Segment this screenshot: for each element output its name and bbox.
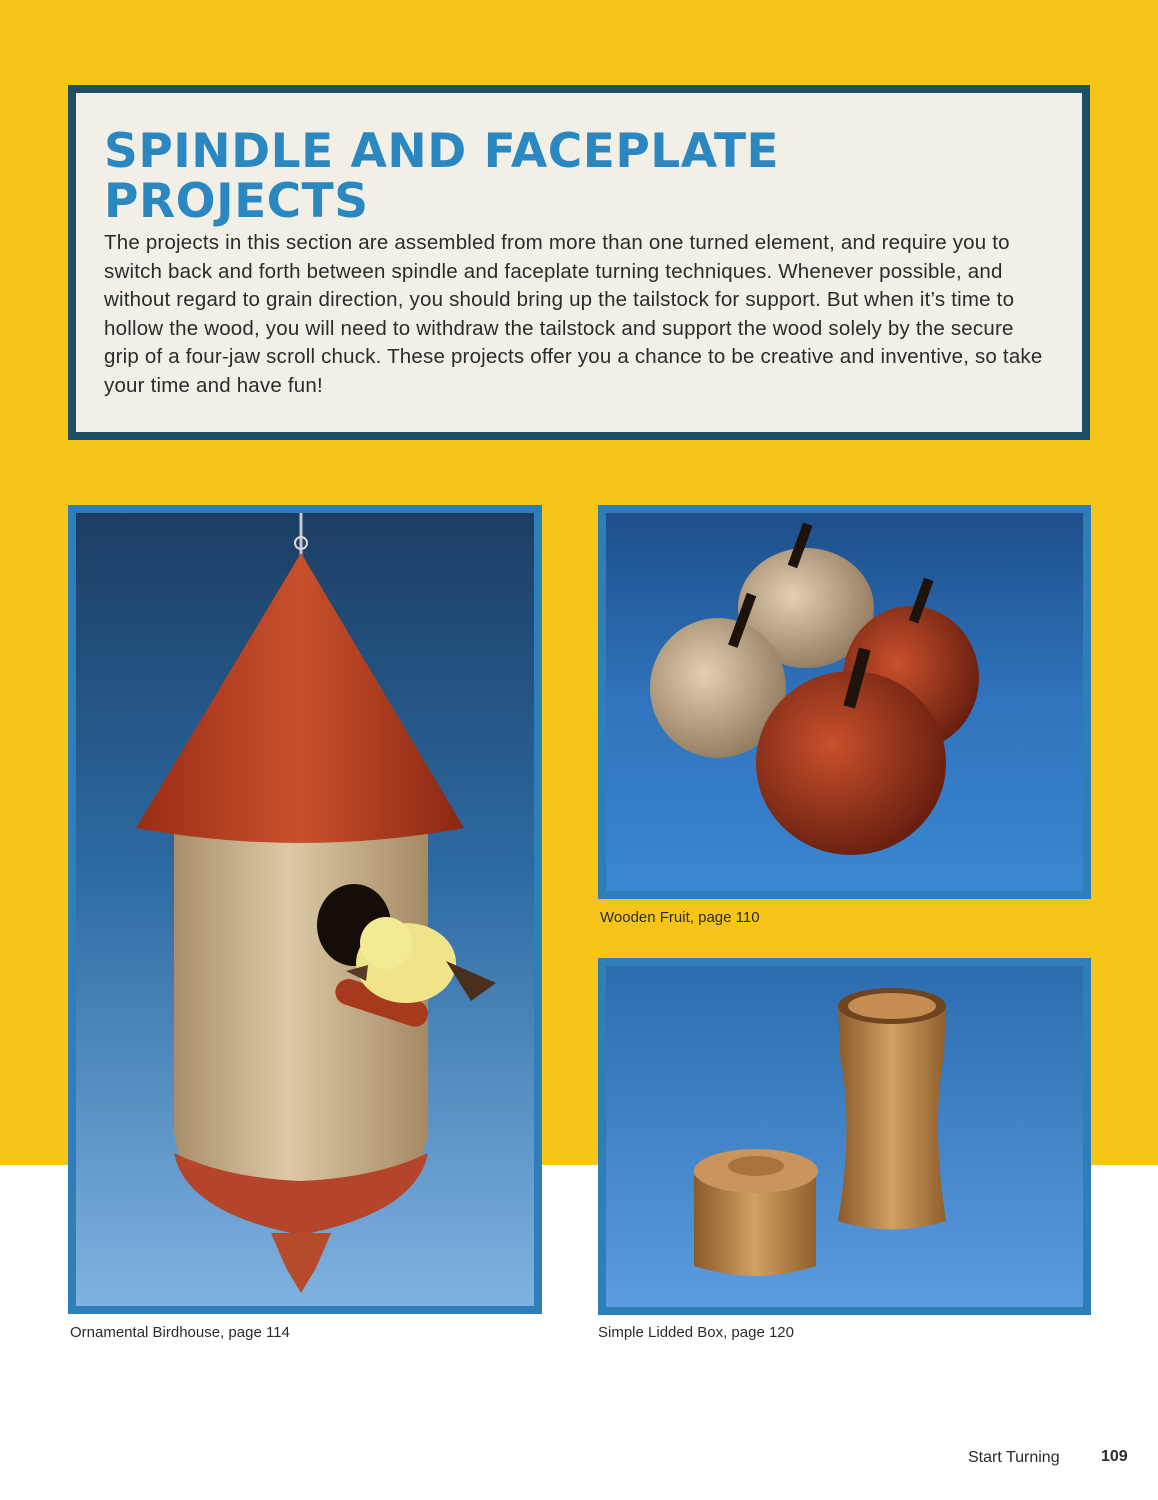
birdhouse-image (76, 513, 534, 1306)
running-footer-section: Start Turning (968, 1449, 1060, 1466)
fruit-caption: Wooden Fruit, page 110 (600, 909, 760, 926)
lidded-box-image (606, 966, 1083, 1307)
fruit-photo (598, 505, 1091, 899)
birdhouse-caption: Ornamental Birdhouse, page 114 (70, 1324, 290, 1341)
lidded-box-caption: Simple Lidded Box, page 120 (598, 1324, 794, 1341)
section-intro-text: The projects in this section are assembled from more than one turned element, and require you to switch back and forth between spindle and faceplate turning techniques. Whenever possible, and without regard to grain direction, you should bring up the tailstock for support. But when it’s time to hollow the wood, you will need to withdraw the tailstock and support the wood solely by the secure grip of a four-jaw scroll chuck. These projects offer you a chance to be creative and inventive, so take your time and have fun! (104, 231, 1043, 397)
lidded-box-photo (598, 958, 1091, 1315)
intro-panel (68, 85, 1090, 440)
intro-panel-inner (76, 93, 1082, 432)
section-title: SPINDLE AND FACEPLATE PROJECTS (104, 124, 780, 229)
page-number: 109 (1101, 1448, 1128, 1465)
birdhouse-photo (68, 505, 542, 1314)
fruit-image (606, 513, 1083, 891)
